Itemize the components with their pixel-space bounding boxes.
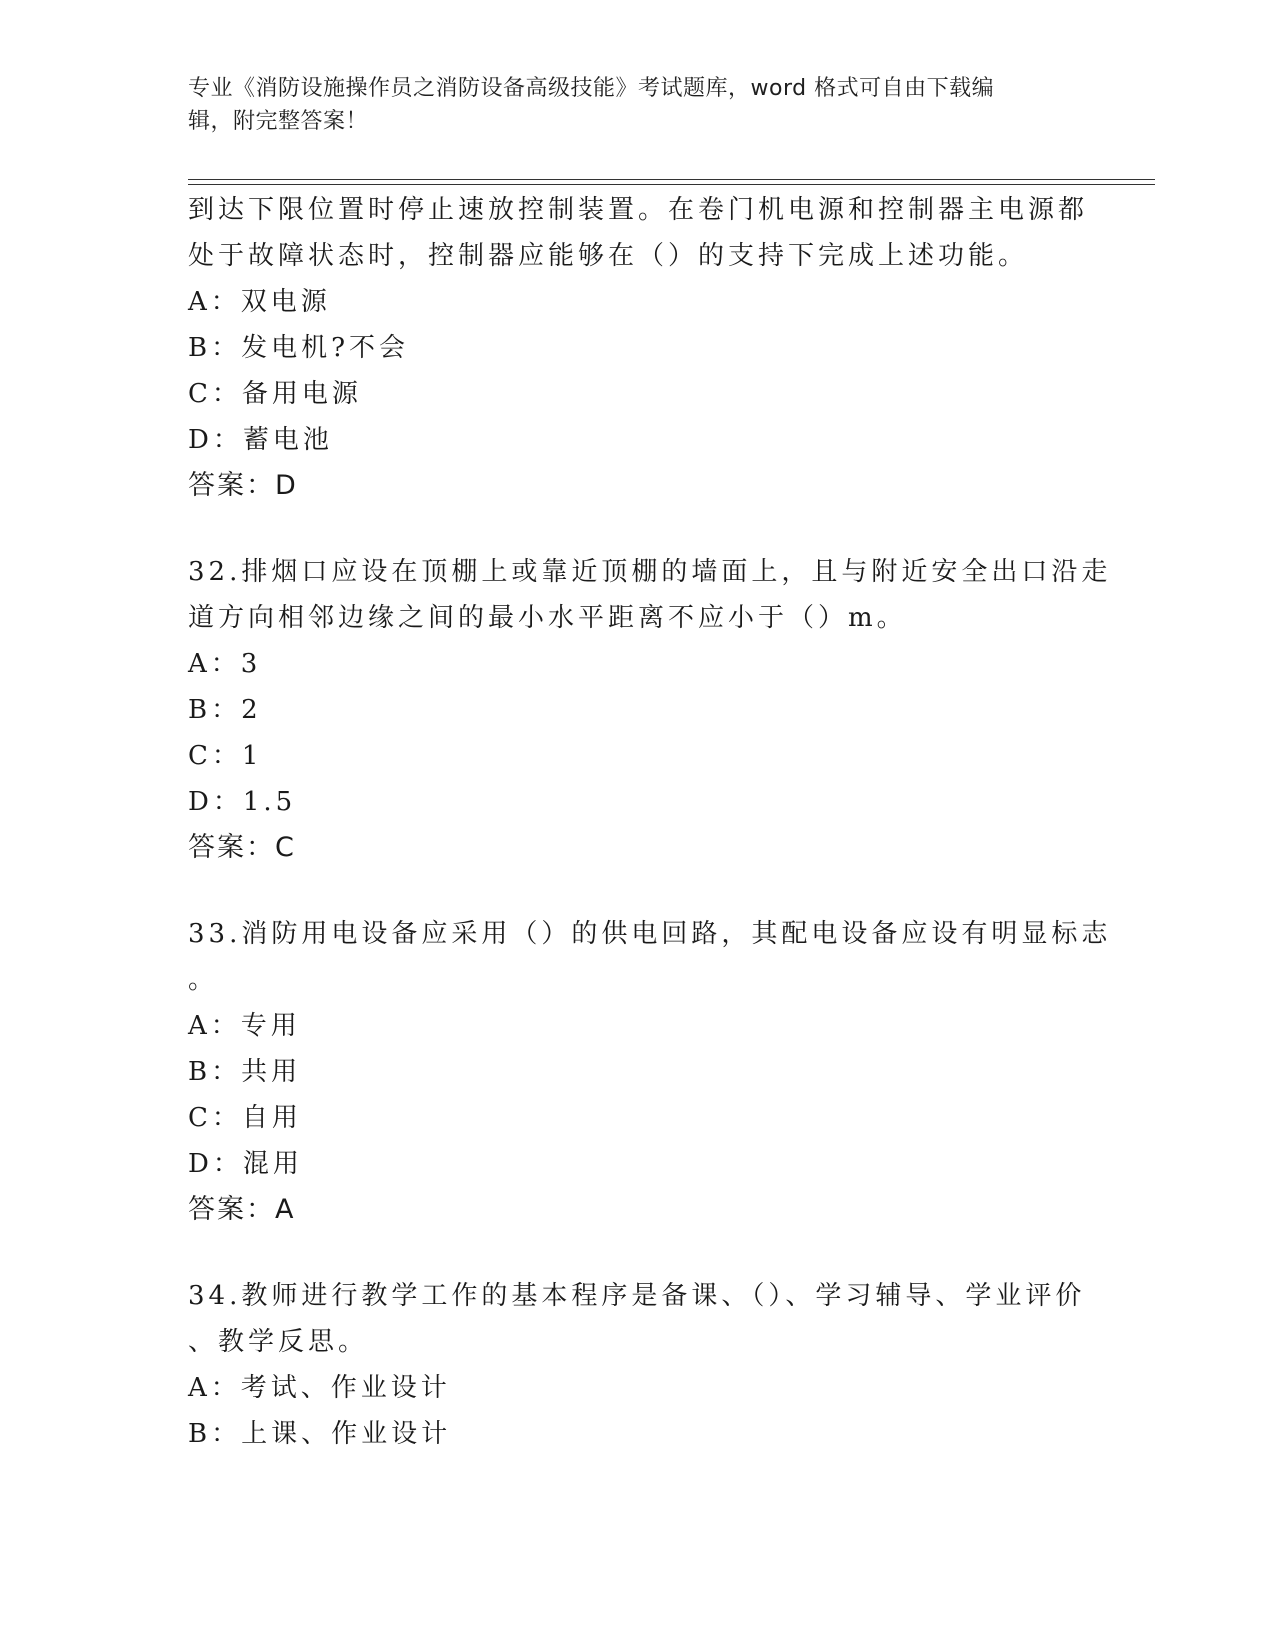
option-c: C：1 [188, 741, 263, 771]
question-stem-line: 33.消防用电设备应采用（）的供电回路，其配电设备应设有明显标志 [188, 919, 1112, 949]
header-divider-thick [188, 179, 1155, 180]
option-c: C：备用电源 [188, 379, 362, 409]
document-header [188, 72, 1068, 138]
question-stem-line: 处于故障状态时，控制器应能够在（）的支持下完成上述功能。 [188, 241, 1029, 271]
question-block [188, 549, 1112, 871]
question-block [188, 187, 1088, 509]
option-d: D：1.5 [188, 787, 297, 817]
header-divider-thin [188, 184, 1155, 185]
header-line-2: 辑，附完整答案！ [188, 109, 369, 134]
header-line-1: 专业《消防设施操作员之消防设备高级技能》考试题库，word 格式可自由下载编 [188, 76, 995, 101]
question-stem-line: 到达下限位置时停止速放控制装置。在卷门机电源和控制器主电源都 [188, 195, 1089, 225]
option-a: A：双电源 [188, 287, 331, 317]
answer-line: 答案：D [188, 470, 298, 501]
question-stem-line: 道方向相邻边缘之间的最小水平距离不应小于（）m。 [188, 603, 907, 633]
question-block [188, 1273, 1088, 1457]
question-stem-line: 32.排烟口应设在顶棚上或靠近顶棚的墙面上，且与附近安全出口沿走 [188, 557, 1112, 587]
question-stem-line: 34.教师进行教学工作的基本程序是备课、（）、学习辅导、学业评价 [188, 1281, 1086, 1311]
option-a: A：考试、作业设计 [188, 1373, 451, 1403]
question-spacer [188, 509, 1088, 549]
question-block [188, 911, 1112, 1233]
question-list [188, 187, 1112, 1457]
answer-line: 答案：A [188, 1194, 296, 1225]
option-b: B：上课、作业设计 [188, 1419, 452, 1449]
option-a: A：专用 [188, 1011, 301, 1041]
question-spacer [188, 871, 1088, 911]
option-b: B：共用 [188, 1057, 302, 1087]
question-stem-line: 、教学反思。 [188, 1327, 369, 1357]
question-spacer [188, 1233, 1088, 1273]
option-d: D：混用 [188, 1149, 303, 1179]
question-stem-line: 。 [188, 965, 219, 995]
option-a: A：3 [188, 649, 262, 679]
option-b: B：2 [188, 695, 262, 725]
answer-line: 答案：C [188, 832, 296, 863]
option-d: D：蓄电池 [188, 425, 333, 455]
option-c: C：自用 [188, 1103, 302, 1133]
option-b: B：发电机?不会 [188, 333, 410, 363]
